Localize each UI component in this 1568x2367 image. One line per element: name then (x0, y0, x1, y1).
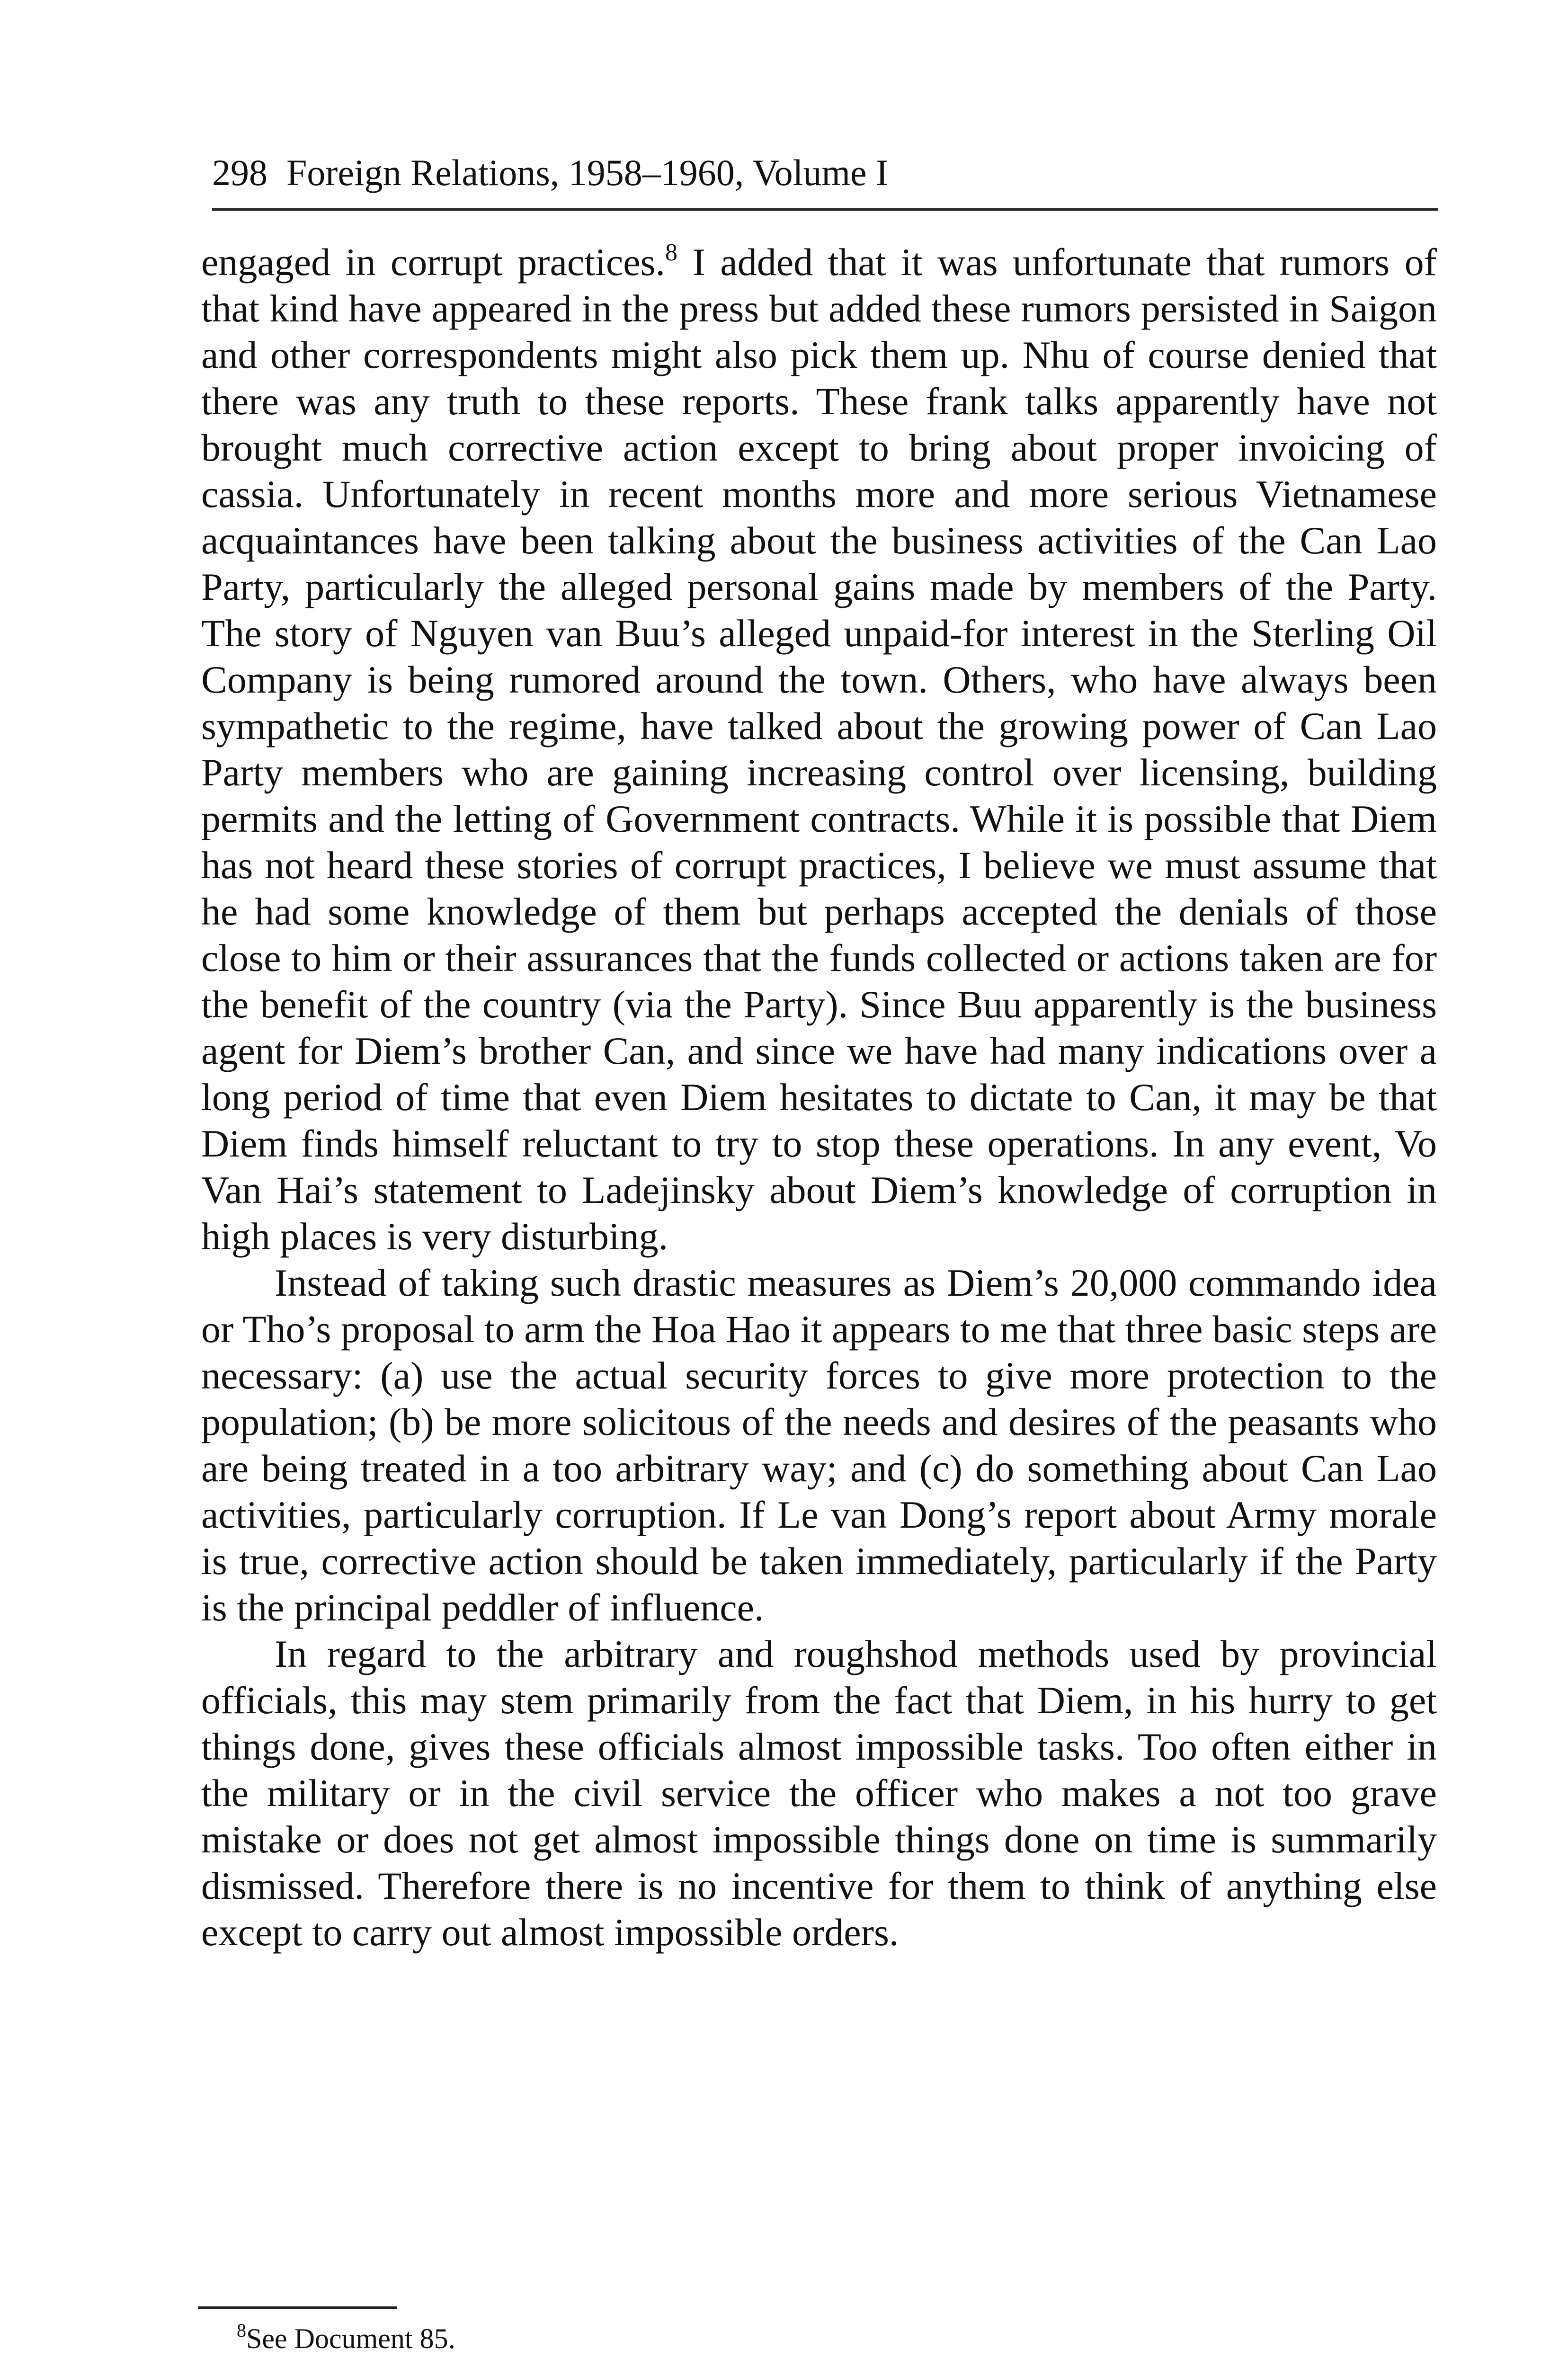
footnote-divider (198, 2306, 397, 2309)
body-text (201, 239, 1437, 1956)
paragraph-1-opening: engaged in corrupt practices. (201, 240, 666, 284)
running-head (212, 137, 1438, 211)
paragraph-1 (201, 239, 1437, 1260)
footnote-marker: 8 (237, 2320, 246, 2341)
volume-title: Foreign Relations, 1958–1960, Volume I (286, 152, 889, 193)
footnote-text: See Document 85. (246, 2323, 455, 2354)
footnote-reference-8[interactable]: 8 (665, 239, 678, 266)
paragraph-2: Instead of taking such drastic measures as Diem’s 20,000 commando idea or Tho’s proposal to arm the Hoa Hao it appears to me that three basic steps are necessary: (a) use the actual security forces to give more protection to the population; (b) be more solicitous of the needs and desires of the peasants who are being treated in a too arbitrary way; and (c) do something about Can Lao activities, particularly corruption. If Le van Dong’s report about Army morale is true, corrective action should be taken immediately, particularly if the Party is the principal peddler of influence. (201, 1261, 1437, 1629)
footnote-8 (237, 2320, 455, 2358)
paragraph-1-body: I added that it was unfortunate that rumors of that kind have appeared in the press but added these rumors persisted in Saigon and other correspondents might also pick them up. Nhu of course denied that there was any truth to these reports. These frank talks apparently have not brought much corrective action except to bring about proper invoicing of cassia. Unfortunately in recent months more and more serious Vietnamese acquaintances have been talking about the business activities of the Can Lao Party, particularly the alleged personal gains made by members of the Party. The story of Nguyen van Buu’s alleged unpaid-for interest in the Sterling Oil Company is being rumored around the town. Others, who have always been sympathetic to the regime, have talked about the growing power of Can Lao Party members who are gaining increasing control over licensing, building permits and the letting of Government contracts. While it is possible that Diem has not heard these stories of corrupt practices, I believe we must assume that he had some knowledge of them but perhaps accepted the denials of those close to him or their assurances that the funds collected or actions taken are for the benefit of the country (via the Party). Since Buu apparently is the business agent for Diem’s brother Can, and since we have had many indications over a long period of time that even Diem hesitates to dictate to Can, it may be that Diem finds himself reluctant to try to stop these operations. In any event, Vo Van Hai’s statement to Ladejinsky about Diem’s knowledge of corruption in high places is very disturbing. (201, 240, 1437, 1258)
paragraph-3: In regard to the arbitrary and roughshod methods used by provincial officials, this may stem primarily from the fact that Diem, in his hurry to get things done, gives these officials almost impossible tasks. Too often either in the military or in the civil service the officer who makes a not too grave mistake or does not get almost impossible things done on time is summarily dismissed. Therefore there is no incentive for them to think of anything else except to carry out almost impossible orders. (201, 1632, 1437, 1954)
page-number: 298 (212, 152, 267, 193)
